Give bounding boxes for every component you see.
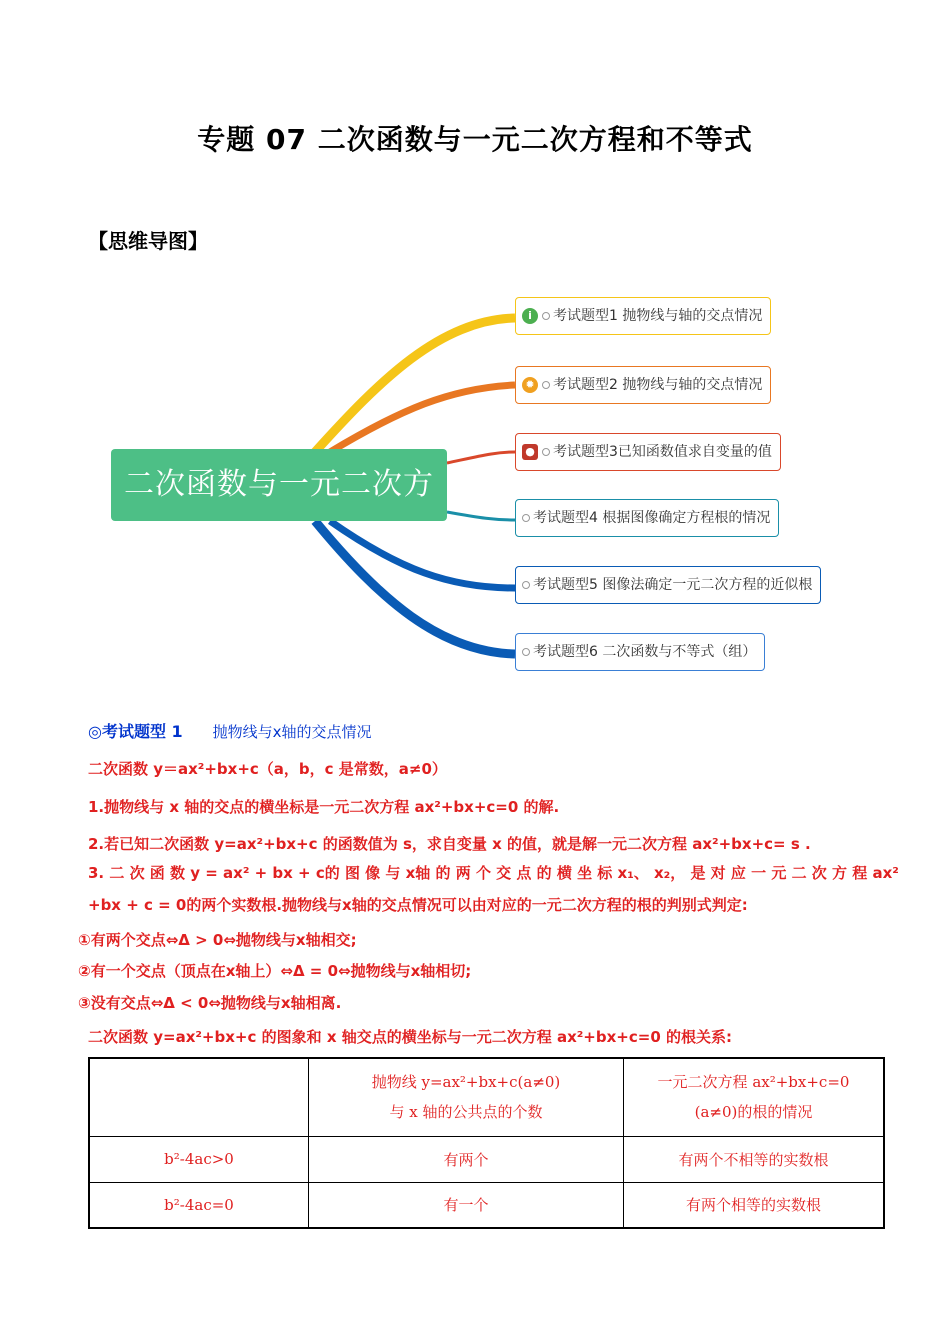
table-cell: 有两个不相等的实数根 bbox=[624, 1136, 885, 1182]
page-title: 专题 07 二次函数与一元二次方程和不等式 bbox=[197, 123, 753, 156]
section-label: 【思维导图】 bbox=[88, 229, 208, 253]
header-line: (a≠0)的根的情况 bbox=[694, 1103, 813, 1122]
node-label: 考试题型3已知函数值求自变量的值 bbox=[553, 444, 772, 460]
mindmap-node-5[interactable] bbox=[515, 566, 821, 604]
branch-2 bbox=[330, 385, 515, 452]
line-3: 3. 二 次 函 数 y = ax² + bx + c的 图 像 与 x轴 的 两 个 交 点 的 横 坐 标 x₁、 x₂， 是 对 应 一 元 二 次 方 程 ax² bbox=[88, 864, 899, 882]
table-cell: 有一个 bbox=[309, 1182, 624, 1228]
branch-5 bbox=[330, 521, 515, 588]
node-label: 考试题型4 根据图像确定方程根的情况 bbox=[533, 510, 771, 526]
case-two-points: ①有两个交点⇔Δ > 0⇔抛物线与x轴相交; bbox=[78, 931, 357, 949]
gear-icon: ✹ bbox=[522, 377, 538, 393]
table-header-cell bbox=[309, 1058, 624, 1136]
line-3-cont: +bx + c = 0的两个实数根.抛物线与x轴的交点情况可以由对应的一元二次方程的根的判别式判定: bbox=[88, 896, 748, 914]
branch-4 bbox=[447, 512, 515, 520]
table-cell: b²-4ac>0 bbox=[89, 1136, 309, 1182]
table-row bbox=[89, 1182, 884, 1228]
heading-main: ◎考试题型 1 bbox=[88, 722, 183, 741]
table-cell: b²-4ac=0 bbox=[89, 1182, 309, 1228]
table-cell: 有两个相等的实数根 bbox=[624, 1182, 885, 1228]
header-line: 抛物线 y=ax²+bx+c(a≠0) bbox=[371, 1073, 561, 1092]
table-header-cell bbox=[624, 1058, 885, 1136]
mindmap-node-1[interactable] bbox=[515, 297, 771, 335]
line-definition: 二次函数 y＝ax²+bx+c（a，b，c 是常数，a≠0） bbox=[88, 760, 447, 778]
bullet-icon bbox=[542, 448, 550, 456]
relation-intro: 二次函数 y=ax²+bx+c 的图象和 x 轴交点的横坐标与一元二次方程 ax²+bx+c=0 的根关系: bbox=[88, 1028, 732, 1046]
line-1: 1.抛物线与 x 轴的交点的横坐标是一元二次方程 ax²+bx+c=0 的解. bbox=[88, 798, 560, 816]
node-label: 考试题型5 图像法确定一元二次方程的近似根 bbox=[533, 577, 813, 593]
case-no-point: ③没有交点⇔Δ < 0⇔抛物线与x轴相离. bbox=[78, 994, 342, 1012]
relation-table bbox=[88, 1057, 885, 1229]
info-icon: i bbox=[522, 308, 538, 324]
header-line: 一元二次方程 ax²+bx+c=0 bbox=[657, 1073, 850, 1092]
person-icon: ● bbox=[522, 444, 538, 460]
header-line: 与 x 轴的公共点的个数 bbox=[389, 1103, 543, 1122]
line-2: 2.若已知二次函数 y=ax²+bx+c 的函数值为 s，求自变量 x 的值，就是解一元二次方程 ax²+bx+c= s . bbox=[88, 835, 811, 853]
table-header-cell bbox=[89, 1058, 309, 1136]
mindmap-node-3[interactable] bbox=[515, 433, 781, 471]
mindmap-node-2[interactable] bbox=[515, 366, 771, 404]
bullet-icon bbox=[522, 581, 530, 589]
question-type-heading bbox=[88, 719, 372, 742]
mindmap-node-4[interactable] bbox=[515, 499, 779, 537]
node-label: 考试题型6 二次函数与不等式（组） bbox=[533, 644, 757, 660]
branch-3 bbox=[447, 452, 515, 463]
mindmap-root[interactable]: 二次函数与一元二次方程 bbox=[111, 449, 447, 521]
heading-sub: 抛物线与x轴的交点情况 bbox=[212, 723, 372, 741]
bullet-icon bbox=[542, 381, 550, 389]
bullet-icon bbox=[542, 312, 550, 320]
node-label: 考试题型2 抛物线与轴的交点情况 bbox=[553, 377, 763, 393]
node-label: 考试题型1 抛物线与轴的交点情况 bbox=[553, 308, 763, 324]
case-one-point: ②有一个交点（顶点在x轴上）⇔Δ = 0⇔抛物线与x轴相切; bbox=[78, 962, 472, 980]
bullet-icon bbox=[522, 648, 530, 656]
mindmap-node-6[interactable] bbox=[515, 633, 765, 671]
table-header-row bbox=[89, 1058, 884, 1136]
table-row bbox=[89, 1136, 884, 1182]
bullet-icon bbox=[522, 514, 530, 522]
table-cell: 有两个 bbox=[309, 1136, 624, 1182]
